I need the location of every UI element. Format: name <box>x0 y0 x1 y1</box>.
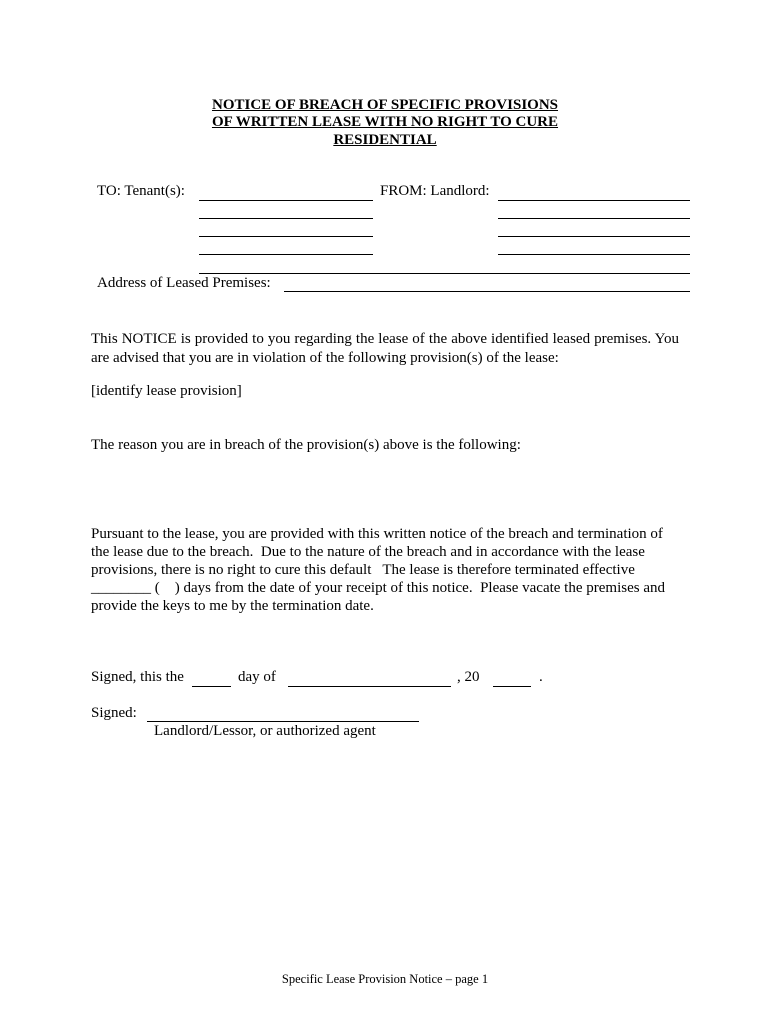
pursuant-line-3: provisions, there is no right to cure this default The lease is therefore terminated effective <box>91 562 635 578</box>
signer-caption: Landlord/Lessor, or authorized agent <box>154 723 376 739</box>
tenant-name-line-1[interactable] <box>199 200 373 201</box>
pursuant-line-1: Pursuant to the lease, you are provided with this written notice of the breach and termination of <box>91 526 663 542</box>
pursuant-line-5: provide the keys to me by the termination date. <box>91 598 374 614</box>
document-title-line-3: RESIDENTIAL <box>333 132 437 148</box>
landlord-name-line-3[interactable] <box>498 236 690 237</box>
tenant-label: TO: Tenant(s): <box>97 183 185 199</box>
signed-this-label: Signed, this the <box>91 669 184 685</box>
landlord-label: FROM: Landlord: <box>380 183 490 199</box>
address-line-1[interactable] <box>199 273 690 274</box>
address-label: Address of Leased Premises: <box>97 275 271 291</box>
pursuant-line-2: the lease due to the breach. Due to the nature of the breach and in accordance with the lease <box>91 544 645 560</box>
landlord-name-line-2[interactable] <box>498 218 690 219</box>
tenant-name-line-4[interactable] <box>199 254 373 255</box>
reason-paragraph: The reason you are in breach of the provision(s) above is the following: <box>91 437 521 453</box>
document-title-line-2: OF WRITTEN LEASE WITH NO RIGHT TO CURE <box>211 114 559 130</box>
tenant-name-line-3[interactable] <box>199 236 373 237</box>
day-field-line[interactable] <box>192 686 231 687</box>
landlord-name-line-4[interactable] <box>498 254 690 255</box>
document-title-line-1: NOTICE OF BREACH OF SPECIFIC PROVISIONS <box>211 97 559 113</box>
year-prefix: , 20 <box>457 669 480 685</box>
address-line-2[interactable] <box>284 291 690 292</box>
identify-provision-placeholder: [identify lease provision] <box>91 383 242 399</box>
signed-label: Signed: <box>91 705 137 721</box>
date-period: . <box>539 669 543 685</box>
day-of-label: day of <box>238 669 276 685</box>
page-footer: Specific Lease Provision Notice – page 1 <box>281 972 489 986</box>
signature-line[interactable] <box>147 721 419 722</box>
month-field-line[interactable] <box>288 686 451 687</box>
landlord-name-line-1[interactable] <box>498 200 690 201</box>
tenant-name-line-2[interactable] <box>199 218 373 219</box>
notice-paragraph: This NOTICE is provided to you regarding the lease of the above identified leased premises. You are advised that you are in violation of the following provision(s) of the lease: <box>91 331 679 366</box>
year-field-line[interactable] <box>493 686 531 687</box>
pursuant-line-4: ________ ( ) days from the date of your receipt of this notice. Please vacate the premises and <box>91 580 665 596</box>
